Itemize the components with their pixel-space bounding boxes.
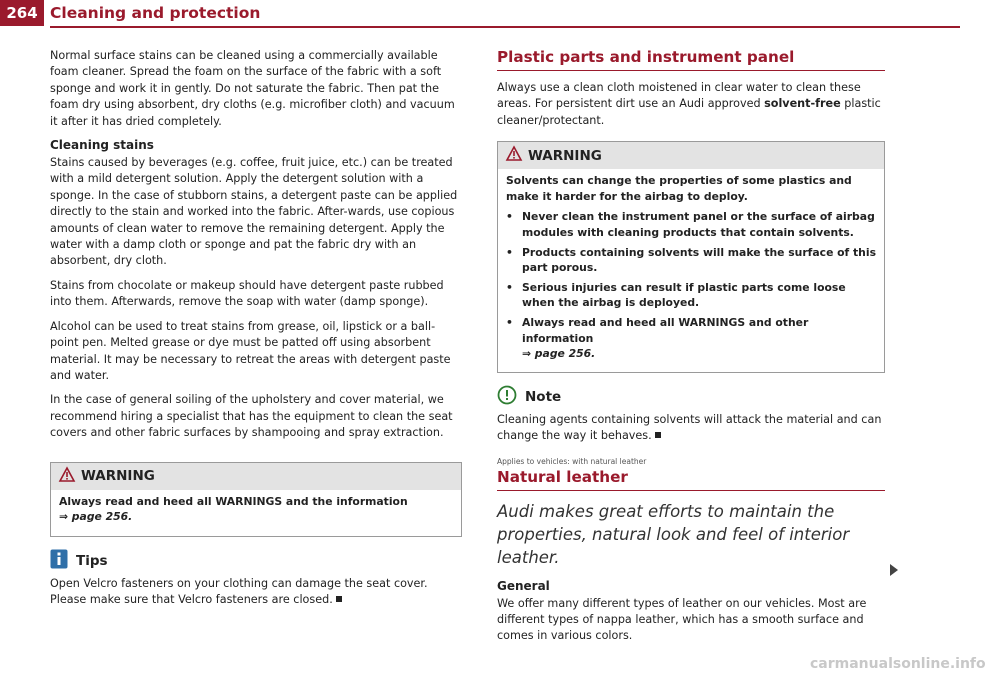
warning-bullet: • Never clean the instrument panel or the surface of airbag modules with cleaning products that contain solvents. <box>506 210 875 239</box>
warning-box <box>497 141 885 373</box>
page-header-title: Cleaning and protection <box>50 4 261 22</box>
tips-label: Tips <box>76 552 108 569</box>
page-reference-link[interactable]: ⇒ page 256. <box>59 510 133 524</box>
end-mark <box>655 432 661 438</box>
warning-header <box>498 142 884 169</box>
warning-triangle-icon <box>506 146 522 165</box>
paragraph: In the case of general soiling of the upholstery and cover material, we recommend hiring a specialist that has the equipment to clean the seat covers and other fabric surfaces by shampooing and spray extraction. <box>50 393 453 440</box>
warning-bullet: • Serious injuries can result if plastic parts come loose when the airbag is deployed. <box>506 280 846 310</box>
paragraph: Alcohol can be used to treat stains from grease, oil, lipstick or a ball-point pen. Melted grease or dye must be patted off using absorbent material. It may be necessary to retreat the areas with detergent paste and water. <box>50 319 451 382</box>
warning-text: Always read and heed all WARNINGS and the information <box>59 494 408 508</box>
paragraph-part: Always use a clean cloth moistened in clear water to clean these areas. For persistent dirt use an Audi approved <box>497 81 861 111</box>
subheading-cleaning-stains: Cleaning stains <box>50 138 154 153</box>
warning-body <box>498 169 884 372</box>
warning-box <box>50 462 462 537</box>
warning-label: WARNING <box>528 147 602 164</box>
continue-arrow-icon <box>890 564 898 576</box>
subheading-general: General <box>497 578 550 593</box>
warning-label: WARNING <box>81 468 155 485</box>
applies-to-note: Applies to vehicles: with natural leather <box>497 456 647 466</box>
tips-text: Open Velcro fasteners on your clothing can damage the seat cover. Please make sure that Velcro fasteners are closed. <box>50 576 428 607</box>
info-icon <box>50 549 68 573</box>
warning-triangle-icon <box>59 467 75 486</box>
note-label: Note <box>525 388 562 405</box>
lead-paragraph: Audi makes great efforts to maintain the properties, natural look and feel of interior leather. <box>497 501 850 567</box>
exclamation-circle-icon <box>497 385 517 409</box>
left-column <box>50 48 462 617</box>
tips-header <box>50 549 462 573</box>
end-mark <box>336 596 342 602</box>
warning-bullet: • Always read and heed all WARNINGS and other information ⇒ page 256. <box>506 315 809 361</box>
warning-header <box>51 463 461 490</box>
warning-bullet: • Products containing solvents will make the surface of this part porous. <box>506 245 876 275</box>
warning-intro: Solvents can change the properties of some plastics and make it harder for the airbag to deploy. <box>506 174 852 203</box>
note-text: Cleaning agents containing solvents will attack the material and can change the way it behaves. <box>497 412 882 443</box>
warning-body <box>51 490 461 536</box>
paragraph: We offer many different types of leather on our vehicles. Most are different types of nappa leather, which has a smooth surface and comes in various colors. <box>497 596 867 643</box>
paragraph: Stains caused by beverages (e.g. coffee, fruit juice, etc.) can be treated with a mild detergent solution. Apply the detergent solution with a sponge. In the case of stubborn stains, a detergent paste can be applied directly to the stain and worked into the fabric. After-wards, use copious amounts of clean water to remove the remaining detergent. Apply the water with a damp cloth or sponge and pat the fabric dry with an absorbent, dry cloth. <box>50 156 458 268</box>
note-header <box>497 385 885 409</box>
watermark: carmanualsonline.info <box>810 656 986 672</box>
paragraph: Stains from chocolate or makeup should have detergent paste rubbed into them. Afterwards, remove the soap with water (damp sponge). <box>50 278 444 309</box>
paragraph: Normal surface stains can be cleaned using a commercially available foam cleaner. Spread the foam on the surface of the fabric with a soft sponge and work it in gently. Do not saturate the fabric. Then pat the foam dry using absorbent, dry cloths (e.g. microfiber cloth) and vacuum it after it has dried completely. <box>50 49 455 128</box>
paragraph-part: plastic cleaner/protectant. <box>497 97 881 127</box>
section-title-natural-leather: Natural leather <box>497 468 885 491</box>
page-reference-link[interactable]: ⇒ page 256. <box>522 347 596 361</box>
section-title-plastic-parts: Plastic parts and instrument panel <box>497 48 885 71</box>
emphasis-solvent-free: solvent-free <box>764 97 841 111</box>
right-column <box>497 48 885 653</box>
page-number: 264 <box>0 0 44 26</box>
header-rule <box>50 26 960 28</box>
